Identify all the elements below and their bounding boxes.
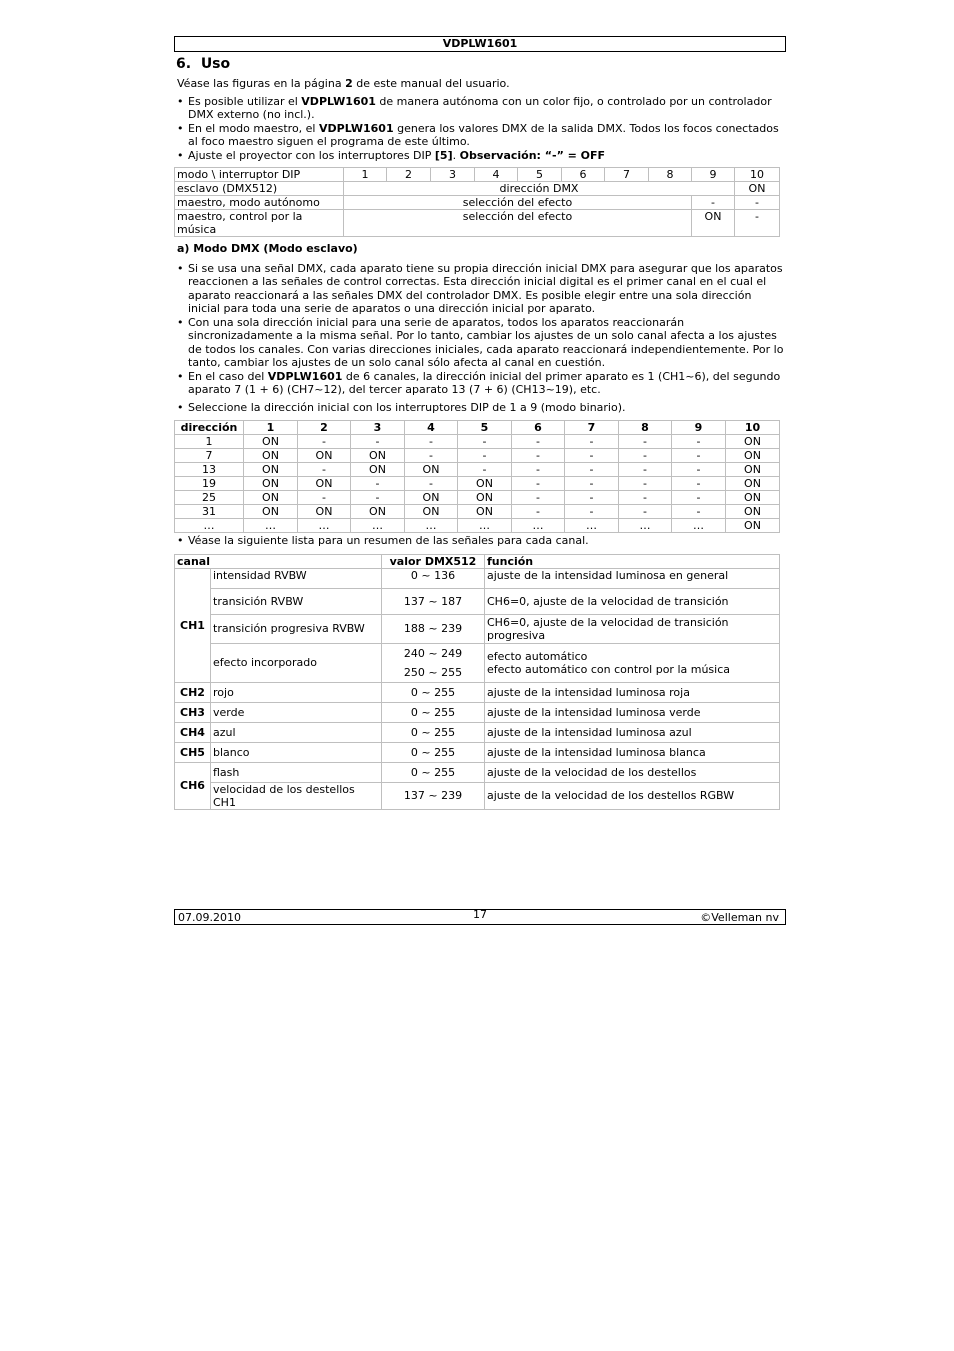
list-item: • En el modo maestro, el VDPLW1601 genera los valores DMX de la salida DMX. Todos los focos conectados al foco maestro siguen el programa de este último. bbox=[174, 122, 786, 149]
table-row: CH2 rojo 0 ~ 255 ajuste de la intensidad luminosa roja bbox=[175, 682, 780, 702]
document-footer bbox=[174, 909, 786, 925]
table-row: CH3 verde 0 ~ 255 ajuste de la intensidad luminosa verde bbox=[175, 702, 780, 722]
table-row: CH5 blanco 0 ~ 255 ajuste de la intensidad luminosa blanca bbox=[175, 742, 780, 762]
table-row: transición progresiva RVBW 188 ~ 239 CH6=0, ajuste de la velocidad de transición progresiva bbox=[175, 614, 780, 643]
select-list bbox=[174, 401, 786, 415]
dip-mode-table bbox=[174, 167, 780, 237]
channel-table bbox=[174, 554, 780, 810]
table-row: transición RVBW 137 ~ 187 CH6=0, ajuste de la velocidad de transición bbox=[175, 588, 780, 614]
footer-company: ©Velleman nv bbox=[700, 911, 779, 924]
table-row: CH6 flash 0 ~ 255 ajuste de la velocidad de los destellos bbox=[175, 762, 780, 782]
dmx-list bbox=[174, 262, 786, 397]
page-number: 17 bbox=[473, 908, 487, 921]
table-row: 13 ON - ON ON - - - - - ON bbox=[175, 463, 780, 477]
intro-list bbox=[174, 95, 786, 163]
address-table bbox=[174, 420, 780, 533]
channel-intro-list bbox=[174, 534, 786, 548]
table-row: efecto incorporado 240 ~ 249 250 ~ 255 efecto automático efecto automático con control por la música bbox=[175, 643, 780, 682]
table-row: 7 ON ON ON - - - - - - ON bbox=[175, 449, 780, 463]
list-item: • Con una sola dirección inicial para una serie de aparatos, todos los aparatos reaccionarán sincronizadamente a la misma señal. Por lo tanto, cambiar los ajustes de un solo canal afecta a los ajustes de todos los canales. Con varias direcciones iniciales, cada aparato reaccionará independientemente. Por lo tanto, cambiar los ajustes de un solo canal sólo afecta al canal en cuestión. bbox=[174, 316, 786, 370]
table-row: 25 ON - - ON ON - - - - ON bbox=[175, 491, 780, 505]
subsection-title: a) Modo DMX (Modo esclavo) bbox=[177, 242, 358, 255]
table-header-row: modo \ interruptor DIP 1 2 3 4 5 6 7 8 9 10 bbox=[175, 168, 780, 182]
list-item: • Véase la siguiente lista para un resumen de las señales para cada canal. bbox=[174, 534, 786, 548]
table-row: … … … … … … … … … … ON bbox=[175, 519, 780, 533]
list-item: • En el caso del VDPLW1601 de 6 canales, la dirección inicial del primer aparato es 1 (CH1~6), del segundo aparato 7 (1 + 6) (CH7~12), del tercer aparato 13 (7 + 6) (CH13~19), etc. bbox=[174, 370, 786, 397]
table-row: 19 ON ON - - ON - - - - ON bbox=[175, 477, 780, 491]
table-row: CH1 intensidad RVBW 0 ~ 136 ajuste de la intensidad luminosa en general bbox=[175, 568, 780, 588]
table-row: velocidad de los destellos CH1 137 ~ 239 ajuste de la velocidad de los destellos RGBW bbox=[175, 782, 780, 809]
section-title: 6. Uso bbox=[176, 56, 231, 72]
table-row: 1 ON - - - - - - - - ON bbox=[175, 435, 780, 449]
list-item: • Es posible utilizar el VDPLW1601 de manera autónoma con un color fijo, o controlado por un controlador DMX externo (no incl.). bbox=[174, 95, 786, 122]
table-header-row: canal valor DMX512 función bbox=[175, 554, 780, 568]
table-row: maestro, modo autónomo selección del efecto - - bbox=[175, 196, 780, 210]
document-header: VDPLW1601 bbox=[174, 36, 786, 52]
footer-date: 07.09.2010 bbox=[178, 911, 241, 924]
table-header-row: dirección 1 2 3 4 5 6 7 8 9 10 bbox=[175, 421, 780, 435]
intro-paragraph: Véase las figuras en la página 2 de este manual del usuario. bbox=[177, 77, 510, 90]
list-item: • Seleccione la dirección inicial con los interruptores DIP de 1 a 9 (modo binario). bbox=[174, 401, 786, 415]
list-item: • Si se usa una señal DMX, cada aparato tiene su propia dirección inicial DMX para asegurar que los aparatos reaccionen a las señales de control correctas. Esta dirección inicial digital es el primer canal en el cual el aparato reaccionará a las señales DMX del controlador DMX. Es posible elegir entre una sola dirección inicial para toda una serie de aparatos o una dirección inicial por aparato. bbox=[174, 262, 786, 316]
table-row: esclavo (DMX512) dirección DMX ON bbox=[175, 182, 780, 196]
list-item: • Ajuste el proyector con los interruptores DIP [5]. Observación: “-” = OFF bbox=[174, 149, 786, 163]
document-page bbox=[174, 36, 786, 810]
table-row: 31 ON ON ON ON ON - - - - ON bbox=[175, 505, 780, 519]
table-row: maestro, control por la música selección del efecto ON - bbox=[175, 210, 780, 237]
table-row: CH4 azul 0 ~ 255 ajuste de la intensidad luminosa azul bbox=[175, 722, 780, 742]
